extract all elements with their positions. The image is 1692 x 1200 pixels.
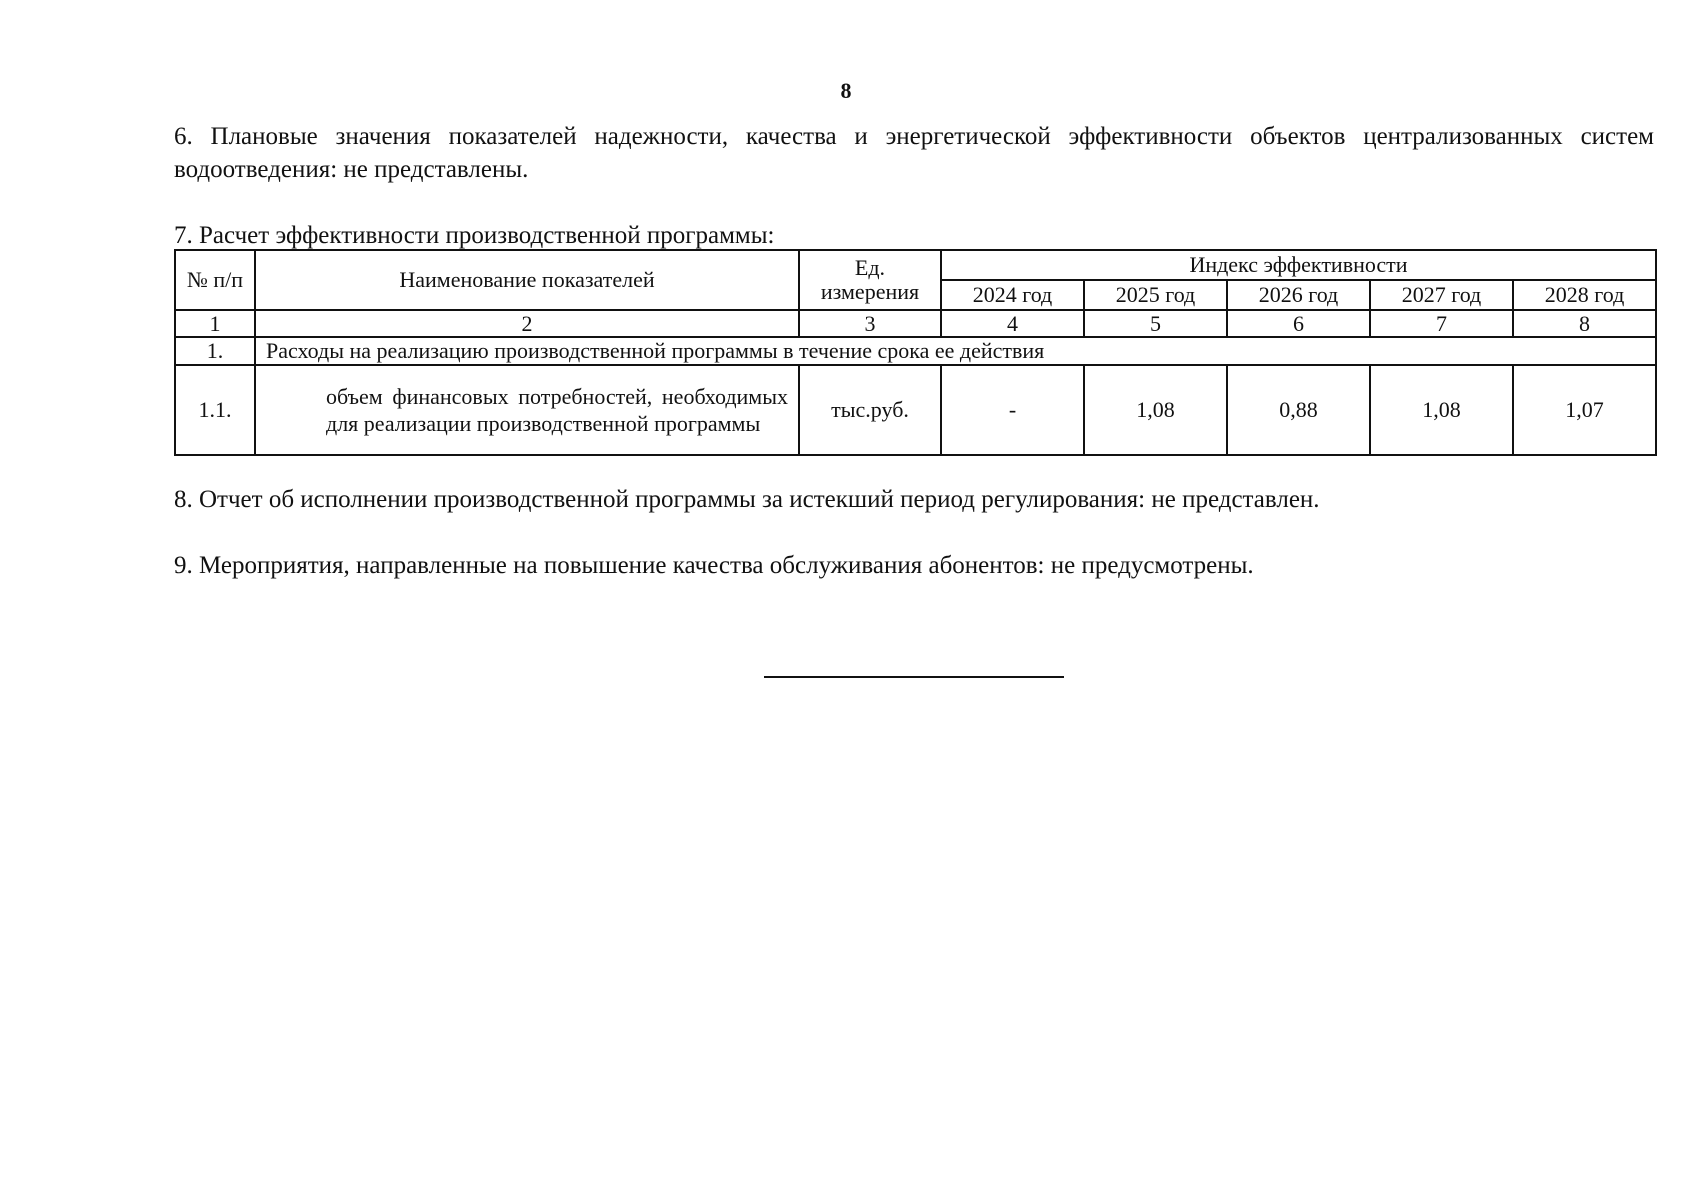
table-row (175, 365, 1656, 455)
section-8-paragraph: 8. Отчет об исполнении производственной программы за истекший период регулирования: не представлен. (174, 486, 1320, 513)
section-6-paragraph: 6. Плановые значения показателей надежности, качества и энергетической эффективности объектов централизованных систем водоотведения: не представлены. (174, 123, 1654, 183)
header-year: 2025 год (1084, 280, 1227, 310)
header-name: Наименование показателей (255, 250, 799, 310)
signature-line (764, 676, 1064, 678)
header-num: № п/п (175, 250, 255, 310)
row-value-2025: 1,08 (1084, 365, 1227, 455)
column-number: 4 (941, 310, 1084, 337)
row-value-2027: 1,08 (1370, 365, 1513, 455)
row-unit: тыс.руб. (799, 365, 941, 455)
section-7-title: 7. Расчет эффективности производственной программы: (174, 222, 775, 249)
row-indicator-name: объем финансовых потребностей, необходимых для реализации производственной программы (255, 365, 799, 455)
table-header-row (175, 250, 1656, 280)
row-value-2026: 0,88 (1227, 365, 1370, 455)
row-value-2024: - (941, 365, 1084, 455)
efficiency-table (174, 249, 1657, 456)
header-index-group: Индекс эффективности (941, 250, 1656, 280)
header-unit: Ед. измерения (799, 250, 941, 310)
column-number: 7 (1370, 310, 1513, 337)
header-year: 2027 год (1370, 280, 1513, 310)
header-year: 2026 год (1227, 280, 1370, 310)
column-number: 1 (175, 310, 255, 337)
section-row-title: Расходы на реализацию производственной программы в течение срока ее действия (255, 337, 1656, 365)
page-number: 8 (840, 78, 852, 103)
column-number: 3 (799, 310, 941, 337)
row-num: 1.1. (175, 365, 255, 455)
section-row-num: 1. (175, 337, 255, 365)
column-number: 8 (1513, 310, 1656, 337)
section-9-paragraph: 9. Мероприятия, направленные на повышение качества обслуживания абонентов: не предусмотрены. (174, 552, 1254, 579)
section-row (175, 337, 1656, 365)
column-number-row (175, 310, 1656, 337)
column-number: 6 (1227, 310, 1370, 337)
column-number: 5 (1084, 310, 1227, 337)
header-year: 2028 год (1513, 280, 1656, 310)
row-value-2028: 1,07 (1513, 365, 1656, 455)
header-year: 2024 год (941, 280, 1084, 310)
column-number: 2 (255, 310, 799, 337)
